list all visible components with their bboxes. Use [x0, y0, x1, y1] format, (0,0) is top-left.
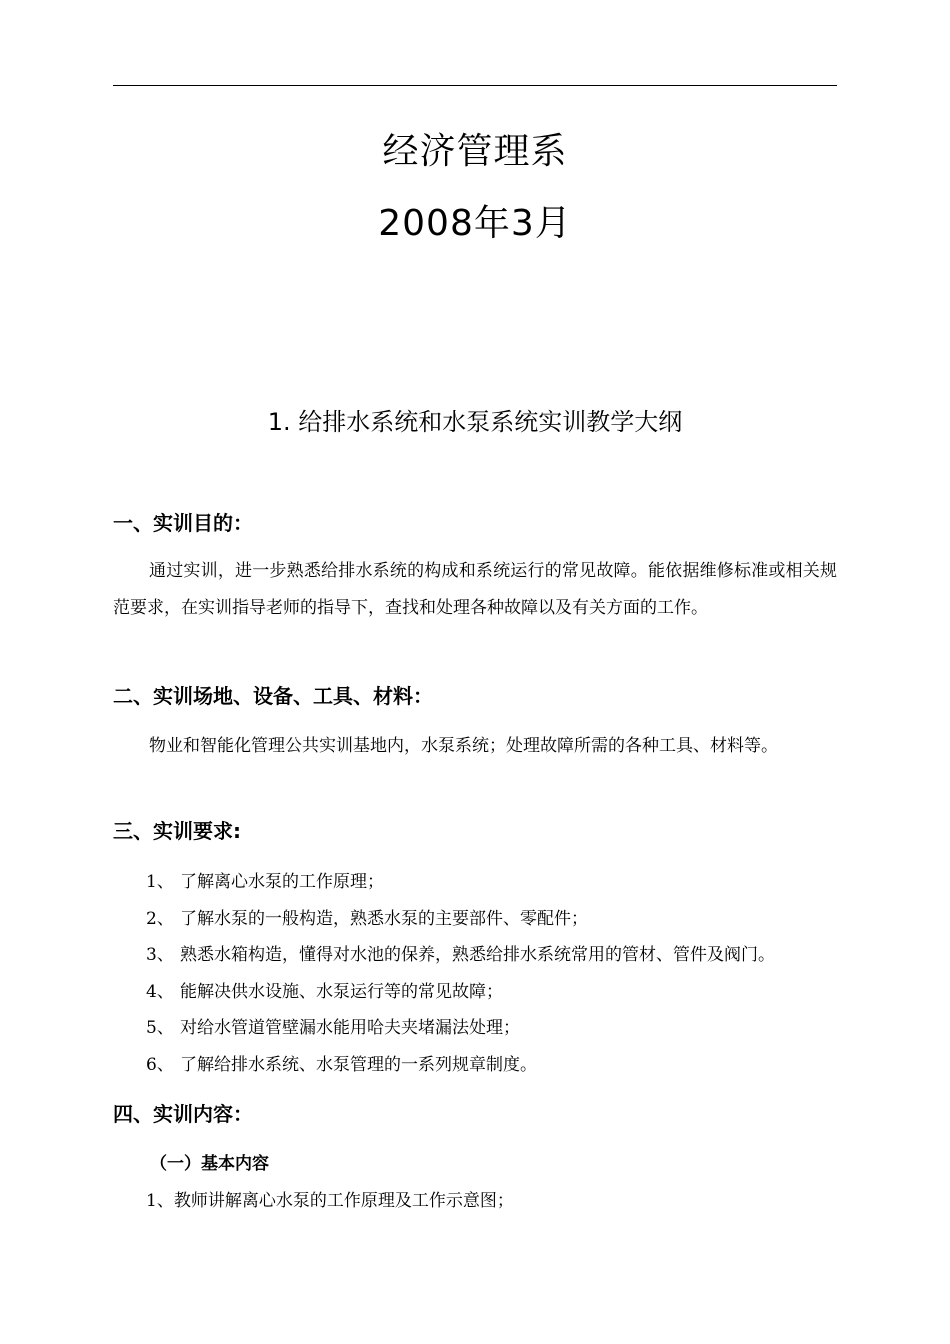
list-item-text: 对给水管道管壁漏水能用哈夫夹堵漏法处理； — [180, 1018, 520, 1038]
list-item-number: 2、 — [146, 908, 174, 929]
list-item — [146, 937, 866, 974]
section-heading-venue: 二、实训场地、设备、工具、材料： — [113, 684, 433, 708]
section-heading-content: 四、实训内容： — [113, 1102, 253, 1126]
list-item-number: 1、 — [146, 872, 174, 892]
list-item-text: 熟悉水箱构造，懂得对水池的保养，熟悉给排水系统常用的管材、管件及阀门。 — [180, 945, 775, 965]
list-item — [146, 901, 866, 938]
list-item — [146, 974, 866, 1011]
list-item — [146, 1047, 866, 1084]
list-item-number: 3、 — [146, 945, 174, 965]
list-item-text: 了解水泵的一般构造，熟悉水泵的主要部件、零配件； — [180, 908, 588, 929]
section-text-venue: 物业和智能化管理公共实训基地内，水泵系统；处理故障所需的各种工具、材料等。 — [149, 736, 778, 756]
list-item — [146, 1010, 866, 1047]
section-heading-requirements: 三、实训要求: — [113, 819, 241, 843]
document-date: 2008年3月 — [378, 203, 572, 244]
list-item-text: 了解离心水泵的工作原理； — [180, 872, 384, 892]
list-item-text: 了解给排水系统、水泵管理的一系列规章制度。 — [180, 1054, 537, 1075]
sub-heading-basic-content: （一）基本内容 — [150, 1154, 269, 1174]
list-item-number: 6、 — [146, 1054, 174, 1075]
outline-title: 1. 给排水系统和水泵系统实训教学大纲 — [267, 408, 683, 436]
list-item-text: 能解决供水设施、水泵运行等的常见故障； — [180, 981, 503, 1002]
content-item: 1、教师讲解离心水泵的工作原理及工作示意图； — [146, 1191, 514, 1211]
requirements-list — [146, 864, 866, 1083]
header-rule — [113, 85, 837, 86]
department-title: 经济管理系 — [382, 131, 568, 172]
section-text-purpose: 通过实训，进一步熟悉给排水系统的构成和系统运行的常见故障。能依据维修标准或相关规范要求，在实训指导老师的指导下，查找和处理各种故障以及有关方面的工作。 — [113, 561, 837, 618]
list-item-number: 4、 — [146, 981, 174, 1002]
list-item — [146, 864, 866, 901]
list-item-number: 5、 — [146, 1018, 174, 1038]
section-heading-purpose: 一、实训目的： — [113, 511, 253, 535]
